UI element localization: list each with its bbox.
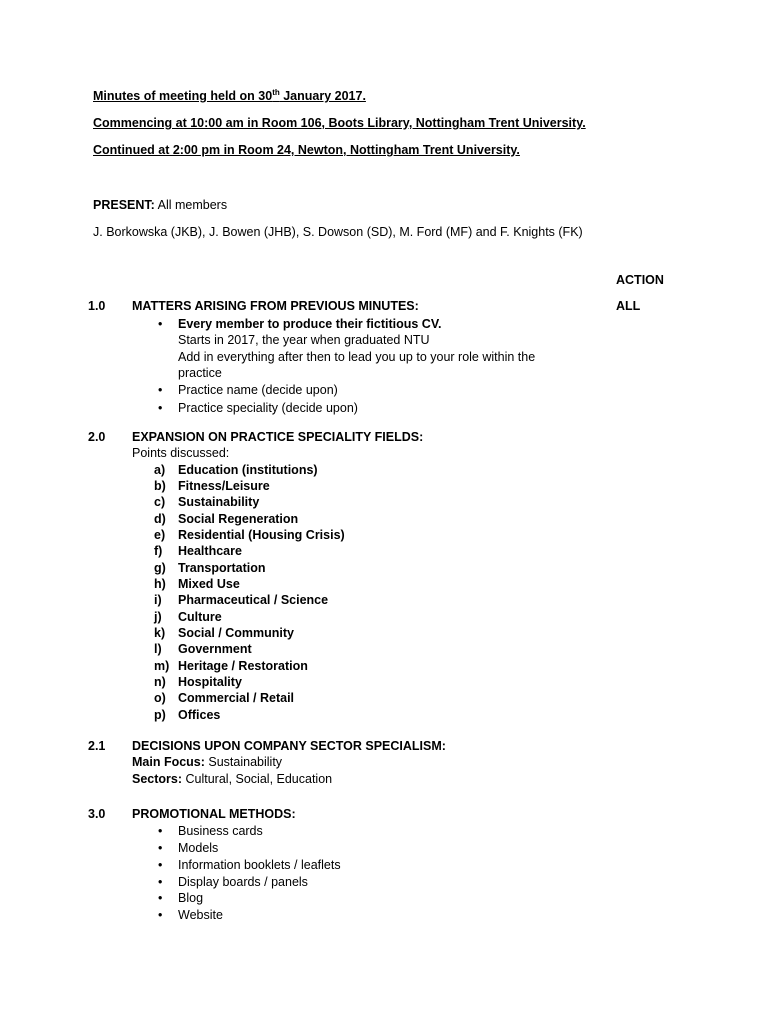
sectors-line (132, 771, 332, 787)
bullet: • (158, 841, 163, 855)
list-letter: c) (154, 495, 166, 509)
bullet: • (158, 401, 163, 415)
section-1-item-cv-line3: Add in everything after then to lead you up to your role within the (178, 350, 536, 364)
list-item: Culture (178, 610, 222, 624)
list-item: Hospitality (178, 675, 242, 689)
list-letter: a) (154, 463, 166, 477)
list-item: Pharmaceutical / Science (178, 593, 329, 607)
bullet: • (158, 908, 163, 922)
section-1-item-name: Practice name (decide upon) (178, 383, 338, 397)
section-1-item-cv-line2: Starts in 2017, the year when graduated NTU (178, 333, 430, 347)
section-1-number: 1.0 (88, 299, 106, 313)
meeting-date-rest: January 2017. (279, 89, 366, 103)
action-all: ALL (616, 299, 641, 313)
section-1-item-cv: Every member to produce their fictitious CV. (178, 317, 442, 331)
list-letter: i) (154, 593, 162, 607)
promo-item: Blog (178, 891, 204, 905)
bullet: • (158, 383, 163, 397)
present-value: All members (154, 198, 228, 212)
section-2-title: EXPANSION ON PRACTICE SPECIALITY FIELDS: (132, 430, 424, 444)
bullet: • (158, 891, 163, 905)
section-3-number: 3.0 (88, 807, 106, 821)
action-column-header: ACTION (616, 273, 664, 287)
list-item: Social / Community (178, 626, 294, 640)
promo-item: Information booklets / leaflets (178, 858, 341, 872)
bullet: • (158, 875, 163, 889)
list-letter: k) (154, 626, 166, 640)
continued-line: Continued at 2:00 pm in Room 24, Newton, Nottingham Trent University. (93, 143, 520, 157)
list-item: Mixed Use (178, 577, 240, 591)
promo-item: Website (178, 908, 223, 922)
section-2-1-title: DECISIONS UPON COMPANY SECTOR SPECIALISM: (132, 739, 446, 753)
bullet: • (158, 858, 163, 872)
list-item: Residential (Housing Crisis) (178, 528, 345, 542)
section-2-1-number: 2.1 (88, 739, 106, 753)
list-item: Offices (178, 708, 221, 722)
list-letter: n) (154, 675, 166, 689)
present-label: PRESENT: (93, 198, 155, 212)
list-item: Social Regeneration (178, 512, 299, 526)
present-line (93, 197, 227, 213)
meeting-date-prefix: Minutes of meeting held on 30 (93, 89, 273, 103)
section-2-number: 2.0 (88, 430, 106, 444)
list-letter: l) (154, 642, 162, 656)
list-item: Healthcare (178, 544, 242, 558)
main-focus-line (132, 754, 282, 770)
section-1-title: MATTERS ARISING FROM PREVIOUS MINUTES: (132, 299, 419, 313)
list-item: Transportation (178, 561, 266, 575)
list-item: Sustainability (178, 495, 260, 509)
list-letter: j) (154, 610, 162, 624)
list-letter: p) (154, 708, 166, 722)
meeting-date-heading (93, 88, 366, 104)
promo-item: Display boards / panels (178, 875, 308, 889)
list-item: Commercial / Retail (178, 691, 295, 705)
section-2-intro: Points discussed: (132, 446, 230, 460)
list-letter: g) (154, 561, 166, 575)
section-3-title: PROMOTIONAL METHODS: (132, 807, 296, 821)
list-letter: o) (154, 691, 166, 705)
bullet: • (158, 317, 163, 331)
list-letter: m) (154, 659, 170, 673)
list-letter: f) (154, 544, 163, 558)
section-1-item-cv-line4: practice (178, 366, 222, 380)
list-letter: b) (154, 479, 166, 493)
promo-item: Business cards (178, 824, 263, 838)
sectors-label: Sectors: (132, 772, 183, 786)
main-focus-label: Main Focus: (132, 755, 205, 769)
main-focus-value: Sustainability (204, 755, 283, 769)
list-item: Heritage / Restoration (178, 659, 308, 673)
bullet: • (158, 824, 163, 838)
list-letter: e) (154, 528, 166, 542)
list-letter: d) (154, 512, 166, 526)
promo-item: Models (178, 841, 219, 855)
list-item: Education (institutions) (178, 463, 318, 477)
sectors-value: Cultural, Social, Education (182, 772, 333, 786)
list-item: Fitness/Leisure (178, 479, 270, 493)
list-item: Government (178, 642, 252, 656)
commencing-line: Commencing at 10:00 am in Room 106, Boots Library, Nottingham Trent University. (93, 116, 586, 130)
section-1-item-speciality: Practice speciality (decide upon) (178, 401, 358, 415)
attendee-names: J. Borkowska (JKB), J. Bowen (JHB), S. Dowson (SD), M. Ford (MF) and F. Knights (FK) (93, 225, 583, 239)
meeting-date-suffix: th (272, 87, 280, 97)
list-letter: h) (154, 577, 166, 591)
